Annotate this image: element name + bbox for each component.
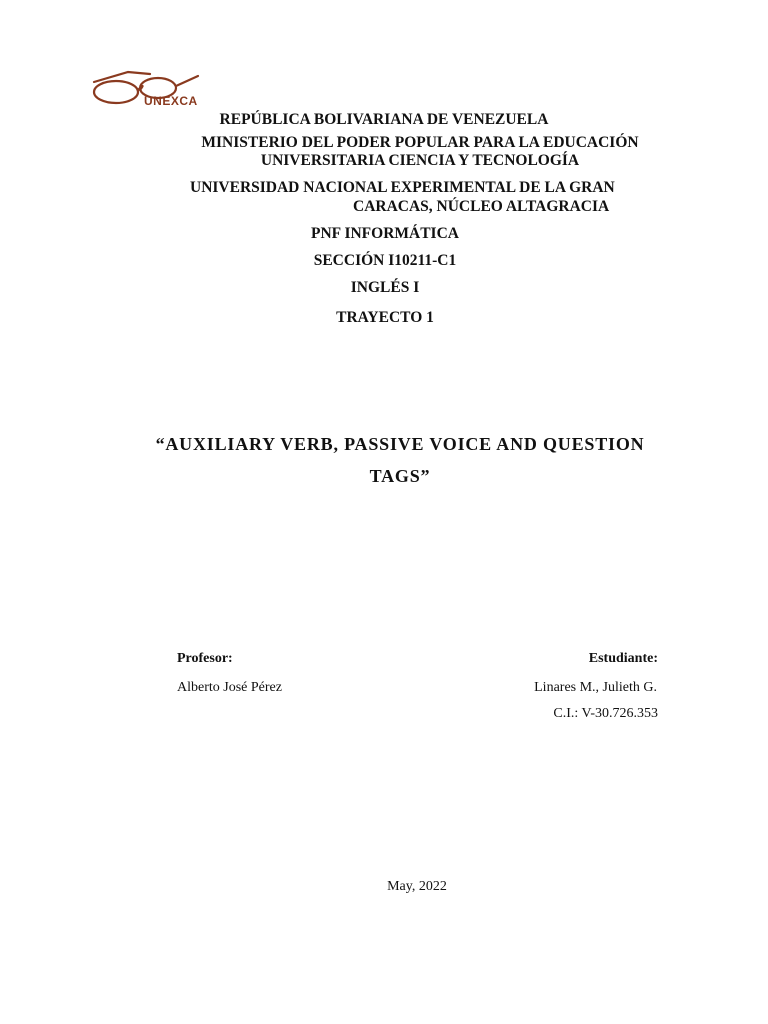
student-id: C.I.: V-30.726.353 [553, 706, 658, 721]
header-line-9: TRAYECTO 1 [336, 309, 434, 326]
header-line-4: UNIVERSIDAD NACIONAL EXPERIMENTAL DE LA GRAN [190, 179, 615, 196]
unexca-logo [88, 64, 234, 114]
header-line-8: INGLÉS I [350, 279, 420, 296]
document-date: May, 2022 [387, 879, 447, 894]
student-label: Estudiante: [588, 651, 658, 666]
header-line-6: PNF INFORMÁTICA [311, 225, 459, 242]
professor-label: Profesor: [177, 651, 233, 666]
professor-name: Alberto José Pérez [177, 680, 282, 695]
header-line-5: CARACAS, NÚCLEO ALTAGRACIA [353, 198, 610, 215]
header-line-3: UNIVERSITARIA CIENCIA Y TECNOLOGÍA [260, 152, 580, 169]
header-line-7: SECCIÓN I10211-C1 [313, 252, 457, 269]
logo-text: UNEXCA [144, 94, 198, 108]
document-title-line-2: TAGS” [369, 466, 431, 486]
header-line-2: MINISTERIO DEL PODER POPULAR PARA LA EDUCACIÓN [201, 134, 639, 151]
document-title-line-1: “AUXILIARY VERB, PASSIVE VOICE AND QUESTION [155, 434, 645, 454]
header-line-1: REPÚBLICA BOLIVARIANA DE VENEZUELA [219, 111, 549, 128]
student-name: Linares M., Julieth G. [534, 680, 657, 695]
